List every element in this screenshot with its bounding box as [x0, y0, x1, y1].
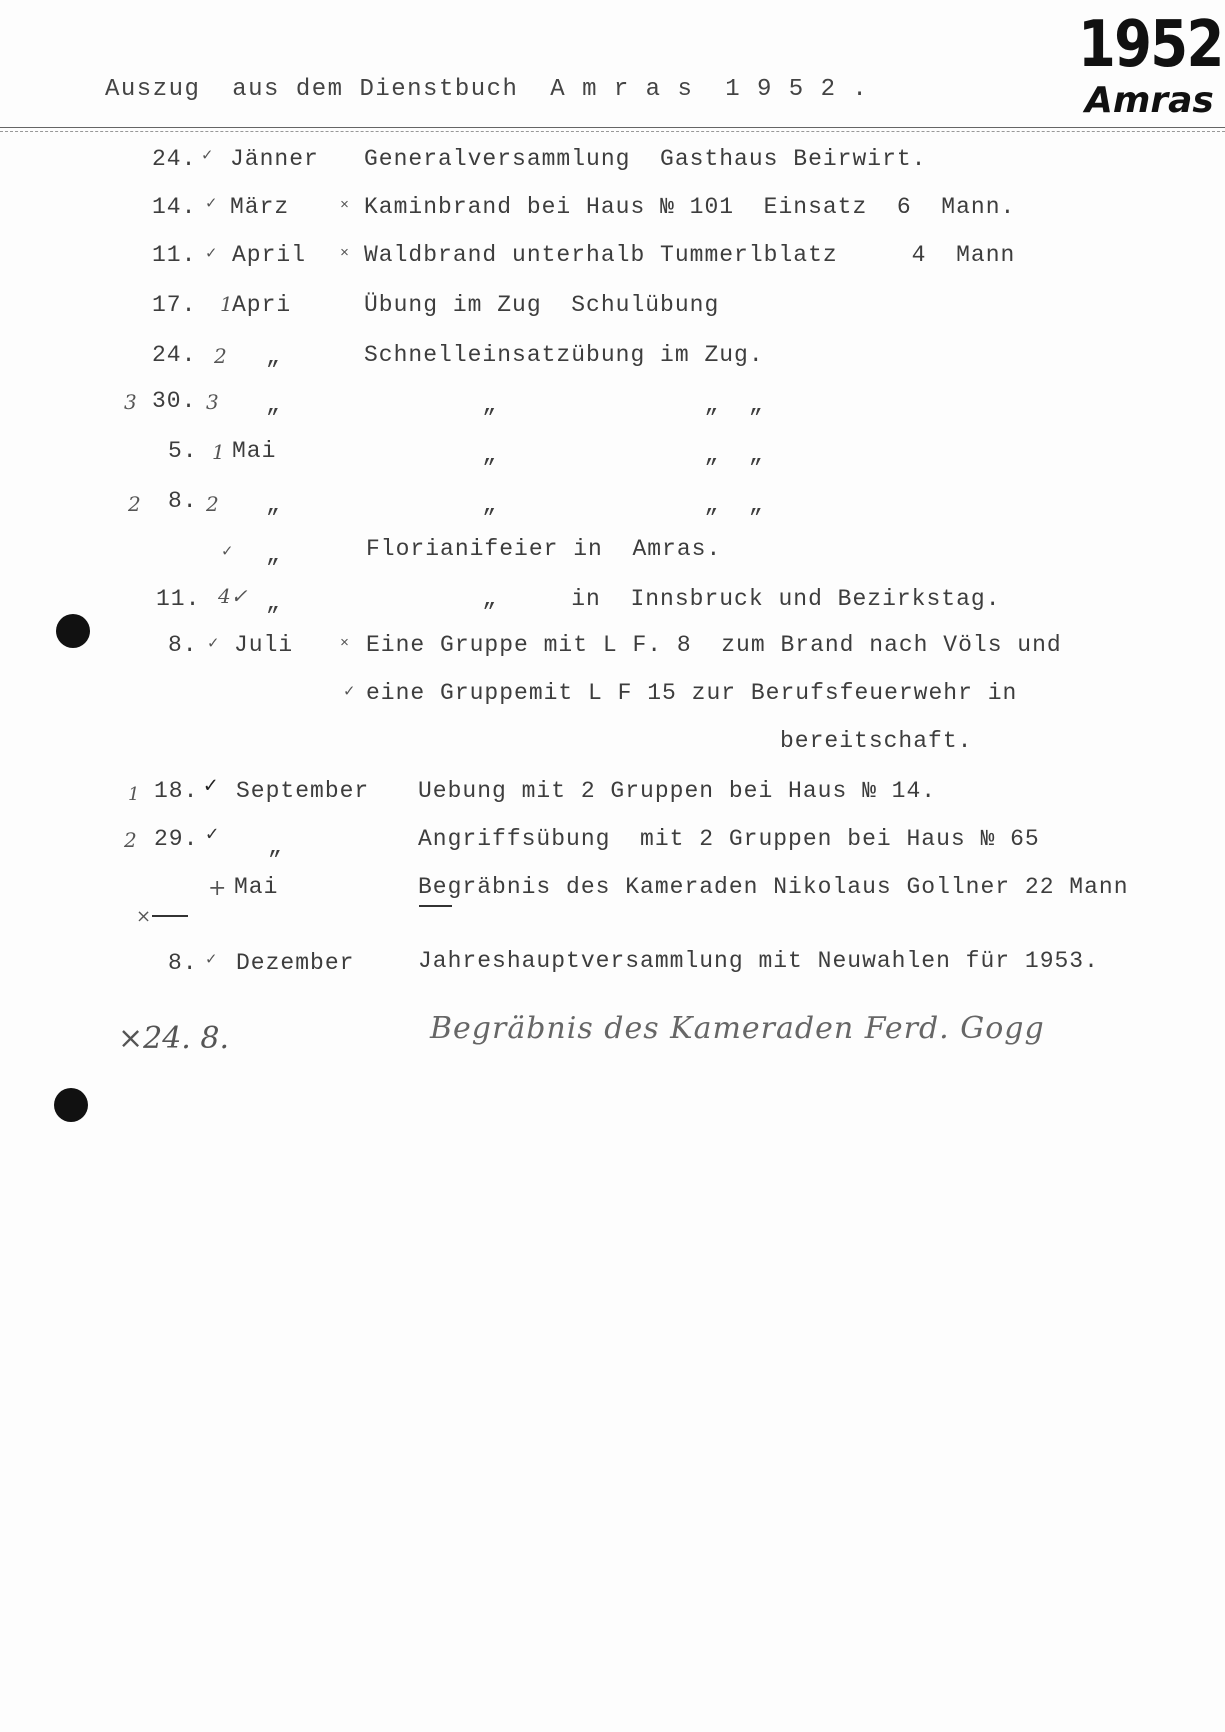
entry-text: „ „ „ — [364, 442, 764, 468]
entry-date: 14. — [152, 194, 197, 220]
ditto-mark: „ — [266, 542, 281, 568]
ditto-mark: „ — [268, 834, 283, 860]
entry-date: 8. — [168, 950, 198, 976]
entry-text: Begräbnis des Kameraden Nikolaus Gollner 22 Mann — [418, 874, 1129, 900]
entry-text: Eine Gruppe mit L F. 8 zum Brand nach Völs und — [366, 632, 1062, 658]
underline-mark — [418, 903, 454, 909]
tally-mark: 1 — [212, 440, 225, 464]
entry-month: Mai — [234, 874, 279, 900]
year-stamp: 1952 — [1078, 8, 1223, 82]
header-rule — [0, 127, 1225, 128]
entry-date: 18. — [154, 778, 199, 804]
entry-text: Florianifeier in Amras. — [366, 536, 722, 562]
tally-mark: 2 — [206, 492, 219, 516]
entry-text: eine Gruppemit L F 15 zur Berufsfeuerwehr in — [366, 680, 1018, 706]
tally-mark: 4✓ — [218, 584, 248, 608]
ditto-mark: „ — [266, 492, 281, 518]
cross-mark-left: × — [136, 906, 152, 927]
entry-text: Uebung mit 2 Gruppen bei Haus № 14. — [418, 778, 937, 804]
check-mark: ✓ — [206, 951, 218, 970]
entry-text: Jahreshauptversammlung mit Neuwahlen für 1953. — [418, 948, 1099, 974]
entry-month: Dezember — [236, 950, 355, 976]
tally-mark-left: 2 — [124, 828, 137, 852]
tally-mark-left: 3 — [124, 390, 137, 414]
entry-month: Juli — [234, 632, 294, 658]
entry-date: 11. — [156, 586, 201, 612]
entry-text: „ in Innsbruck und Bezirkstag. — [364, 586, 1001, 612]
tally-mark: 3 — [206, 390, 219, 414]
cross-mark: × — [340, 197, 351, 214]
entry-text: „ „ „ — [364, 492, 764, 518]
entry-text: Übung im Zug Schulübung — [364, 292, 720, 318]
entry-date: 11. — [152, 242, 197, 268]
entry-date: 29. — [154, 826, 199, 852]
entry-month: März — [230, 194, 290, 220]
header-rule-dashed — [0, 131, 1225, 132]
entry-month: April — [232, 242, 307, 268]
entry-text: Kaminbrand bei Haus № 101 Einsatz 6 Mann. — [364, 194, 1016, 220]
check-mark: ✓ — [202, 147, 214, 166]
ditto-mark: „ — [266, 590, 281, 616]
punch-hole — [56, 614, 90, 648]
check-mark: ✓ — [204, 774, 219, 799]
cross-mark: × — [340, 635, 351, 652]
handwritten-note: Begräbnis des Kameraden Ferd. Gogg — [430, 1011, 1045, 1046]
cross-mark: × — [340, 245, 351, 262]
entry-text: „ „ „ — [364, 392, 764, 418]
place-stamp: Amras — [1085, 80, 1214, 121]
entry-date: 5. — [168, 438, 198, 464]
entry-date: 24. — [152, 342, 197, 368]
check-mark: ✓ — [208, 635, 220, 654]
entry-date: 30. — [152, 388, 197, 414]
entry-month: September — [236, 778, 370, 804]
entry-text: Schnelleinsatzübung im Zug. — [364, 342, 764, 368]
tally-mark: 2 — [214, 344, 227, 368]
plus-mark: + — [208, 876, 227, 901]
entry-text: Generalversammlung Gasthaus Beirwirt. — [364, 146, 927, 172]
document-title: Auszug aus dem Dienstbuch A m r a s 1 9 5 2 . — [105, 76, 869, 103]
check-mark: ✓ — [206, 195, 218, 214]
entry-date: 8. — [168, 632, 198, 658]
entry-date: 17. — [152, 292, 197, 318]
entry-text: Waldbrand unterhalb Tummerlblatz 4 Mann — [364, 242, 1016, 268]
check-mark: ✓ — [206, 245, 218, 264]
handwritten-date: ×24. 8. — [118, 1021, 230, 1056]
tally-mark-left: 2 — [128, 492, 141, 516]
tally-mark: 1 — [220, 292, 233, 316]
entry-month: Jänner — [230, 146, 319, 172]
entry-month: Apri — [232, 292, 292, 318]
ditto-mark: „ — [266, 344, 281, 370]
entry-text: Angriffsübung mit 2 Gruppen bei Haus № 65 — [418, 826, 1040, 852]
entry-text: bereitschaft. — [780, 728, 973, 754]
tally-mark-left: 1 — [128, 784, 140, 805]
entry-date: 24. — [152, 146, 197, 172]
handwritten-dash — [150, 912, 190, 920]
punch-hole — [54, 1088, 88, 1122]
check-mark: ✓ — [206, 824, 220, 847]
check-mark: ✓ — [344, 683, 356, 702]
ditto-mark: „ — [266, 392, 281, 418]
check-mark: ✓ — [222, 543, 234, 562]
entry-month: Mai — [232, 438, 277, 464]
entry-date: 8. — [168, 488, 198, 514]
